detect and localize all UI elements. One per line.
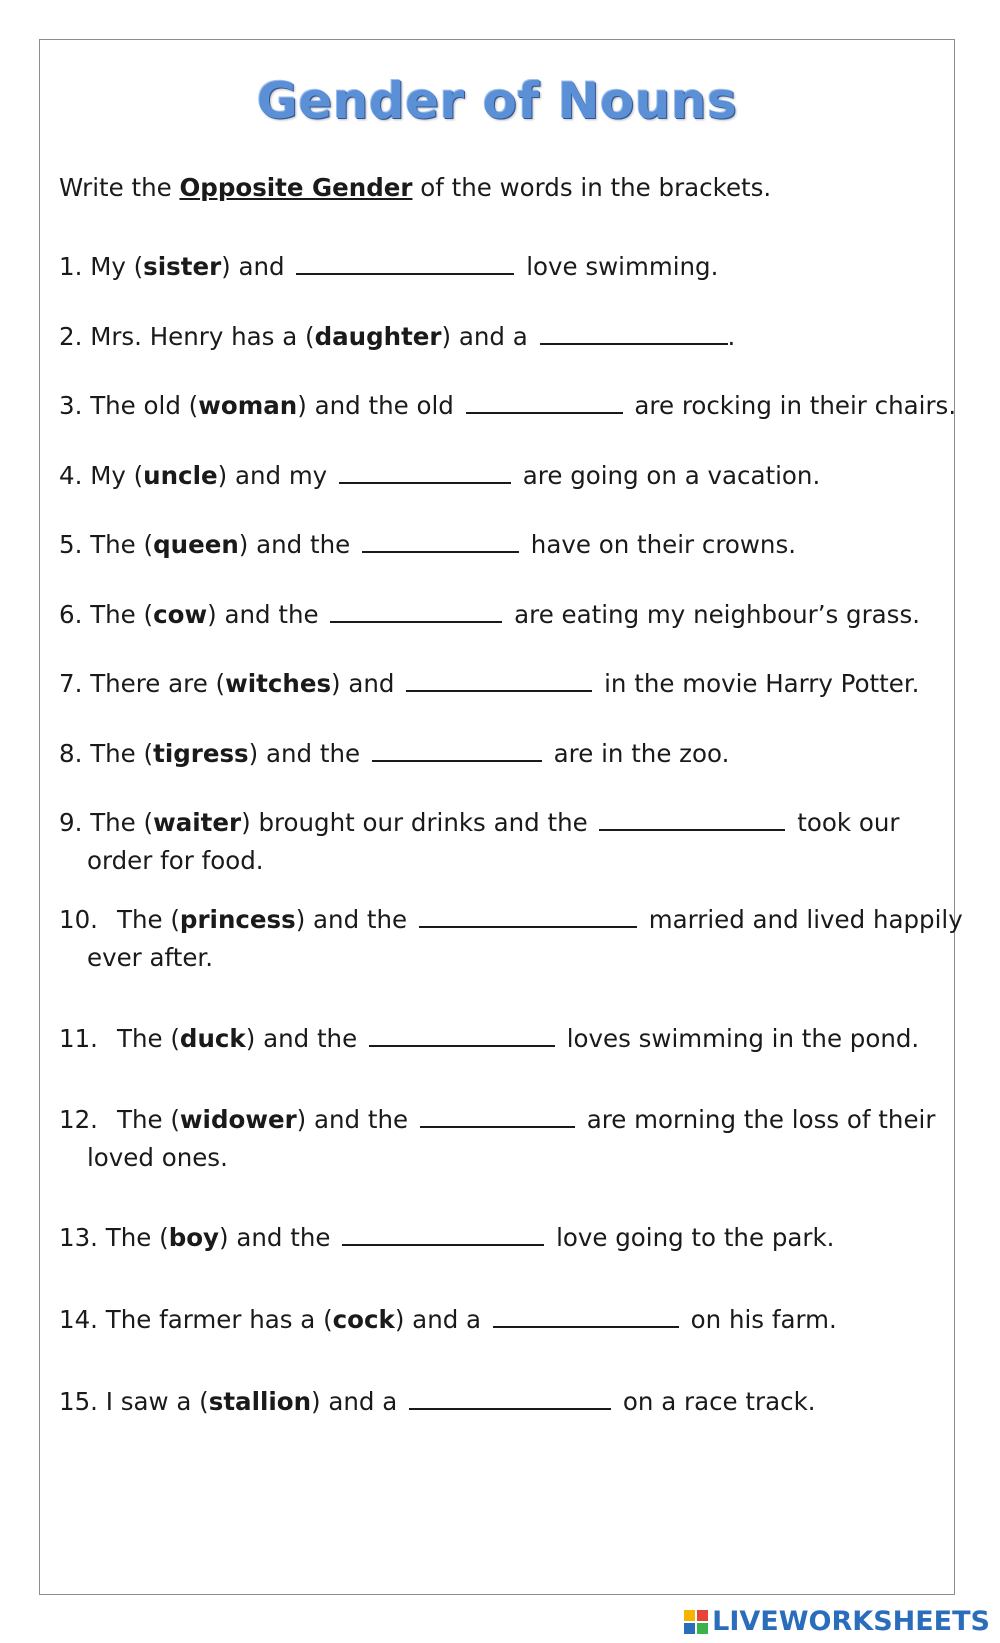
question-text: have on their crowns.: [530, 530, 796, 559]
question-text: are eating my neighbour’s grass.: [514, 600, 920, 629]
answer-blank[interactable]: [466, 388, 623, 414]
instruction-before: Write the: [59, 173, 180, 202]
question-text: ) and the: [248, 739, 361, 768]
answer-blank[interactable]: [296, 249, 514, 275]
question-text: The (: [117, 1105, 180, 1134]
question-number: 5.: [59, 530, 83, 559]
question-2: [59, 318, 735, 356]
question-text: ) and the: [295, 905, 408, 934]
logo-block: [697, 1623, 708, 1634]
given-word: queen: [153, 530, 239, 559]
question-text: ) and the: [219, 1223, 331, 1252]
question-text: ) and the old: [297, 391, 454, 420]
question-text: ) and the: [207, 600, 319, 629]
question-text: My (: [90, 252, 144, 281]
question-number: 3.: [59, 391, 83, 420]
question-text: love swimming.: [526, 252, 719, 281]
answer-blank[interactable]: [419, 902, 637, 928]
logo-block: [684, 1610, 695, 1621]
question-continuation: ever after.: [87, 943, 214, 972]
question-6: [59, 596, 920, 634]
question-number: 12.: [59, 1105, 98, 1134]
question-text: The (: [90, 600, 154, 629]
answer-blank[interactable]: [540, 319, 728, 345]
given-word: daughter: [314, 322, 442, 351]
worksheet-page: [39, 39, 963, 1595]
question-text: on a race track.: [622, 1387, 816, 1416]
question-number: 13.: [59, 1223, 98, 1252]
question-12: [59, 1101, 935, 1177]
given-word: sister: [143, 252, 222, 281]
question-text: are rocking in their chairs.: [634, 391, 957, 420]
logo-block: [684, 1623, 695, 1634]
question-text: ) and a: [394, 1305, 482, 1334]
question-1: [59, 248, 718, 286]
question-text: ) and a: [311, 1387, 398, 1416]
question-continuation: loved ones.: [87, 1143, 228, 1172]
given-word: uncle: [143, 461, 218, 490]
liveworksheets-logo: [684, 1606, 990, 1637]
question-number: 10.: [59, 905, 98, 934]
question-number: 4.: [59, 461, 83, 490]
question-number: 1.: [59, 252, 83, 281]
question-text: ) and the: [245, 1024, 358, 1053]
logo-block: [697, 1610, 708, 1621]
question-5: [59, 526, 796, 564]
question-text: There are (: [90, 669, 226, 698]
answer-blank[interactable]: [406, 666, 592, 692]
question-text: ) and: [331, 669, 395, 698]
instruction-emphasis: Opposite Gender: [179, 173, 413, 202]
question-10: [59, 901, 963, 977]
question-text: ) and the: [296, 1105, 409, 1134]
question-text: in the movie Harry Potter.: [604, 669, 920, 698]
question-text: The old (: [90, 391, 199, 420]
question-9: [59, 804, 899, 880]
given-word: stallion: [208, 1387, 312, 1416]
answer-blank[interactable]: [420, 1102, 575, 1128]
question-text: ) and a: [441, 322, 528, 351]
instruction: [59, 173, 771, 202]
given-word: princess: [179, 905, 296, 934]
answer-blank[interactable]: [362, 527, 519, 553]
question-text: The (: [90, 739, 154, 768]
brand-name: LIVEWORKSHEETS: [712, 1606, 990, 1637]
given-word: duck: [179, 1024, 246, 1053]
question-4: [59, 457, 820, 495]
answer-blank[interactable]: [493, 1302, 679, 1328]
question-13: [59, 1219, 834, 1257]
question-number: 7.: [59, 669, 83, 698]
question-number: 8.: [59, 739, 83, 768]
question-text: ) and the: [238, 530, 351, 559]
question-text: ) and my: [217, 461, 328, 490]
page-title: Gender of Nouns: [256, 72, 738, 130]
question-15: [59, 1383, 816, 1421]
question-text: are going on a vacation.: [522, 461, 821, 490]
answer-blank[interactable]: [372, 736, 542, 762]
question-number: 11.: [59, 1024, 98, 1053]
given-word: boy: [168, 1223, 220, 1252]
question-text: loves swimming in the pond.: [566, 1024, 920, 1053]
given-word: witches: [225, 669, 332, 698]
question-text: Mrs. Henry has a (: [90, 322, 315, 351]
given-word: widower: [179, 1105, 297, 1134]
answer-blank[interactable]: [409, 1384, 611, 1410]
question-number: 9.: [59, 808, 83, 837]
question-text: love going to the park.: [556, 1223, 835, 1252]
question-text: are morning the loss of their: [586, 1105, 936, 1134]
question-number: 6.: [59, 600, 83, 629]
given-word: woman: [198, 391, 298, 420]
question-text: I saw a (: [105, 1387, 209, 1416]
question-11: [59, 1020, 919, 1058]
logo-icon: [684, 1610, 708, 1634]
question-number: 15.: [59, 1387, 98, 1416]
question-text: The (: [90, 808, 154, 837]
question-continuation: order for food.: [87, 846, 264, 875]
question-text: took our: [797, 808, 900, 837]
question-number: 2.: [59, 322, 83, 351]
question-text: The (: [90, 530, 154, 559]
given-word: waiter: [153, 808, 242, 837]
question-7: [59, 665, 919, 703]
question-text: .: [727, 322, 736, 351]
question-14: [59, 1301, 837, 1339]
question-text: ) brought our drinks and the: [241, 808, 588, 837]
question-text: married and lived happily: [648, 905, 963, 934]
question-text: The (: [117, 905, 180, 934]
question-3: [59, 387, 956, 425]
answer-blank[interactable]: [599, 805, 785, 831]
question-text: on his farm.: [690, 1305, 837, 1334]
question-text: ) and: [221, 252, 285, 281]
question-8: [59, 735, 729, 773]
question-text: The (: [105, 1223, 169, 1252]
question-text: My (: [90, 461, 144, 490]
answer-blank[interactable]: [342, 1220, 544, 1246]
answer-blank[interactable]: [330, 597, 502, 623]
given-word: cow: [153, 600, 208, 629]
question-text: The farmer has a (: [105, 1305, 333, 1334]
question-text: The (: [117, 1024, 180, 1053]
question-text: are in the zoo.: [553, 739, 730, 768]
given-word: tigress: [153, 739, 249, 768]
given-word: cock: [332, 1305, 395, 1334]
instruction-after: of the words in the brackets.: [412, 173, 772, 202]
answer-blank[interactable]: [369, 1021, 555, 1047]
question-number: 14.: [59, 1305, 98, 1334]
answer-blank[interactable]: [339, 458, 511, 484]
